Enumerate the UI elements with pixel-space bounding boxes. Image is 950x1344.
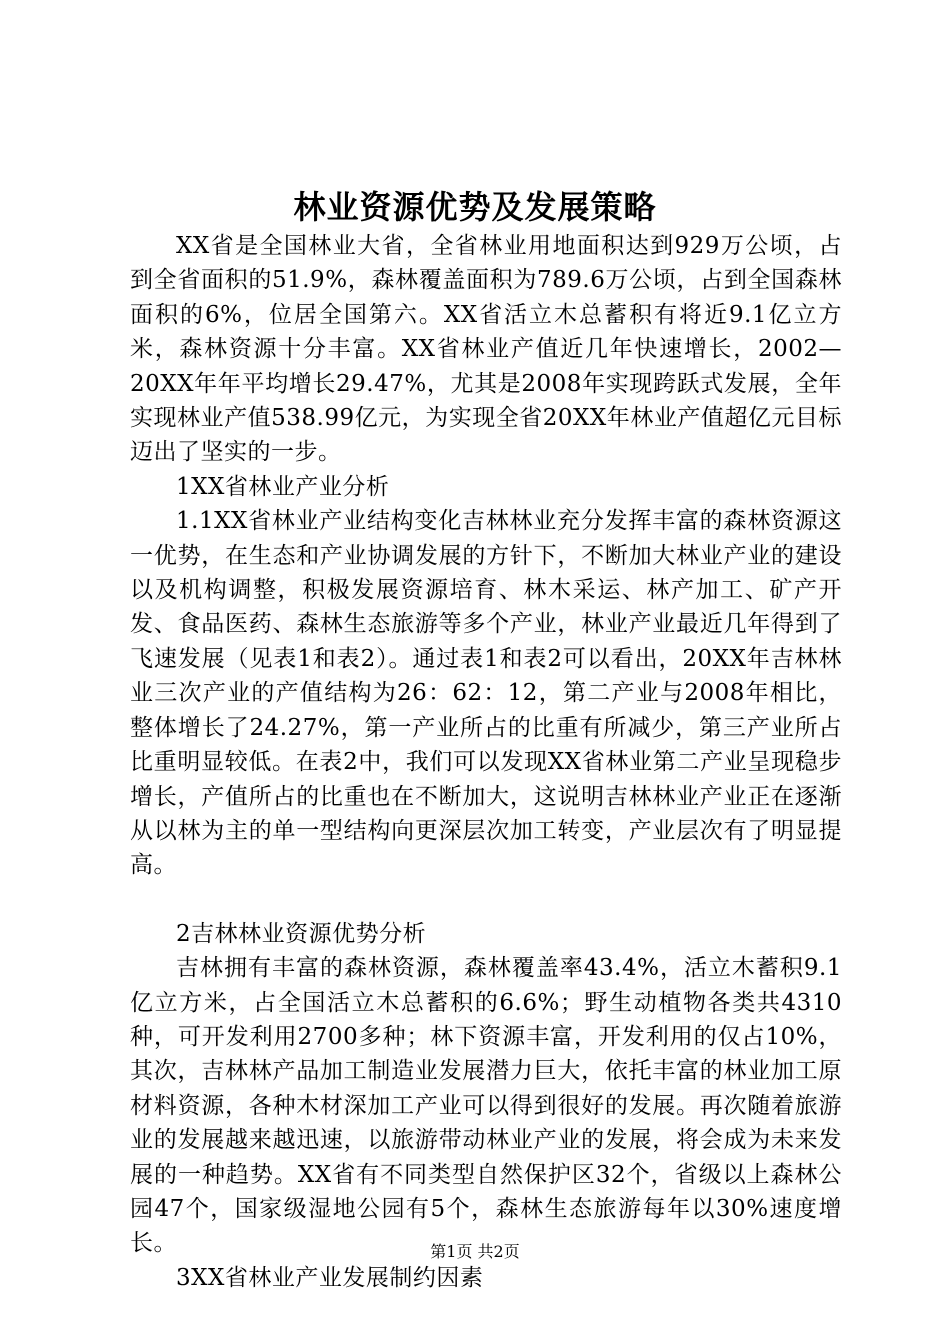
paragraph-structure: 1.1XX省林业产业结构变化吉林林业充分发挥丰富的森林资源这一优势，在生态和产业协调发展的方针下，不断加大林业产业的建设以及机构调整，积极发展资源培育、林木采运、林产加工、矿产开发、食品医药、森林生态旅游等多个产业，林业产业最近几年得到了飞速发展（见表1和表2）。通过表1和表2可以看出，20XX年吉林林业三次产业的产值结构为26：62：12，第二产业与2008年相比，整体增长了24.27%，第一产业所占的比重有所减少，第三产业所占比重明显较低。在表2中，我们可以发现XX省林业第二产业呈现稳步增长，产值所占的比重也在不断加大，这说明吉林林业产业正在逐渐从以林为主的单一型结构向更深层次加工转变，产业层次有了明显提高。 <box>130 508 842 879</box>
document-title: 林业资源优势及发展策略 <box>293 188 657 226</box>
section-heading-3: 3XX省林业产业发展制约因素 <box>176 1264 484 1291</box>
document-body <box>130 229 842 1295</box>
paragraph-intro: XX省是全国林业大省，全省林业用地面积达到929万公顷，占到全省面积的51.9%，森林覆盖面积为789.6万公顷，占到全国森林面积的6%，位居全国第六。XX省活立木总蓄积有将近9.1亿立方米，森林资源十分丰富。XX省林业产值近几年快速增长，2002—20XX年年平均增长29.47%，尤其是2008年实现跨跃式发展，全年实现林业产值538.99亿元，为实现全省20XX年林业产值超亿元目标迈出了坚实的一步。 <box>130 233 842 466</box>
section-heading-1: 1XX省林业产业分析 <box>176 473 390 500</box>
paragraph-advantages: 吉林拥有丰富的森林资源，森林覆盖率43.4%，活立木蓄积9.1亿立方米，占全国活立木总蓄积的6.6%；野生动植物各类共4310种，可开发利用2700多种；林下资源丰富，开发利用的仅占10%，其次，吉林林产品加工制造业发展潜力巨大，依托丰富的林业加工原材料资源，各种木材深加工产业可以得到很好的发展。再次随着旅游业的发展越来越迅速，以旅游带动林业产业的发展，将会成为未来发展的一种趋势。XX省有不同类型自然保护区32个，省级以上森林公园47个，国家级湿地公园有5个，森林生态旅游每年以30%速度增长。 <box>130 955 842 1257</box>
section-heading-2: 2吉林林业资源优势分析 <box>176 920 427 947</box>
page-footer: 第1页 共2页 <box>430 1242 520 1261</box>
